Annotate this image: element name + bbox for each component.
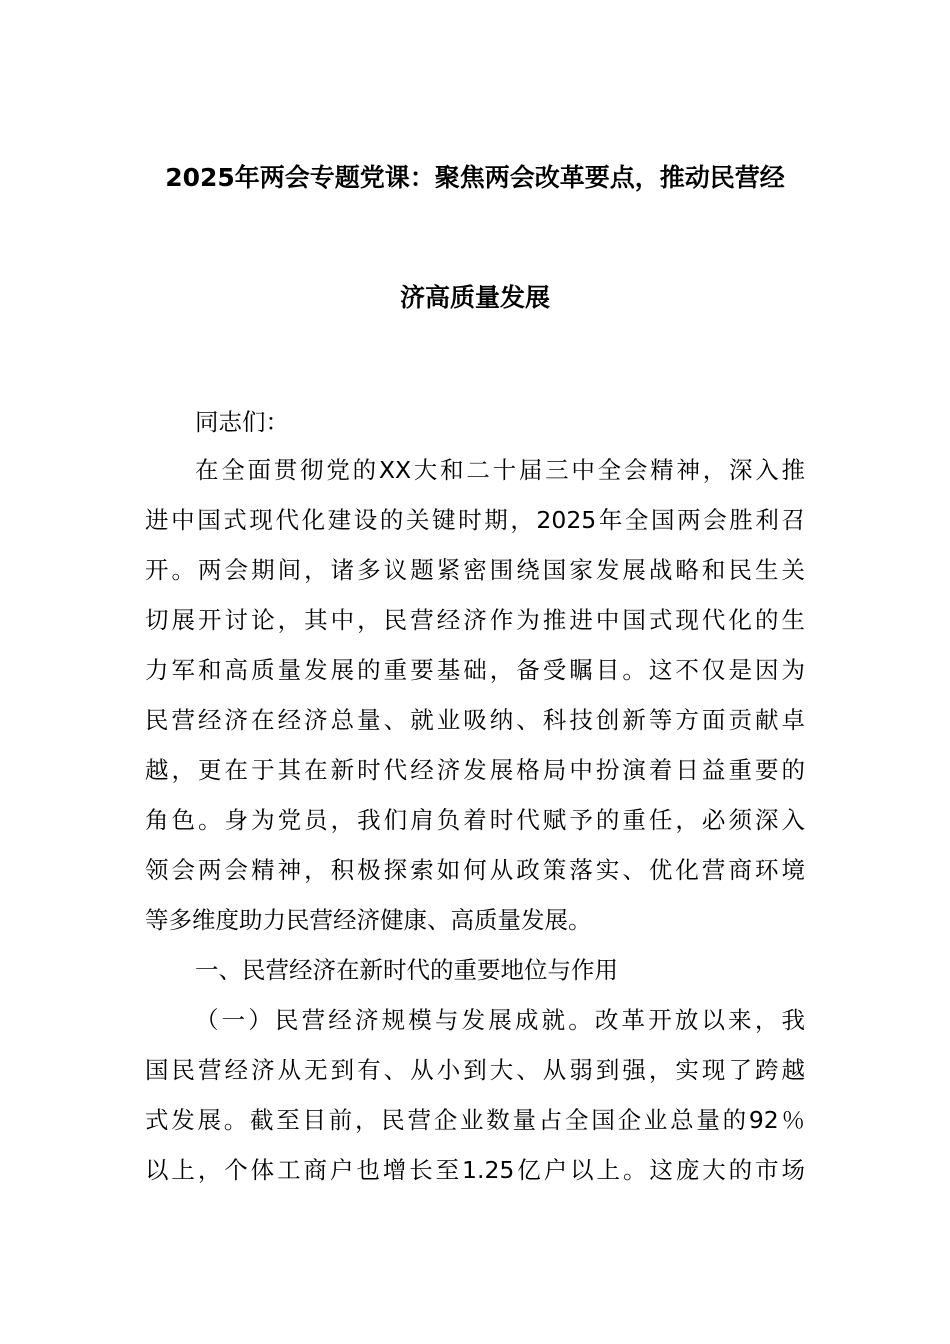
salutation: 同志们： <box>195 408 289 436</box>
paragraph-1-line: 领会两会精神，积极探索如何从政策落实、优化营商环境 <box>145 856 805 884</box>
paragraph-1-line: 等多维度助力民营经济健康、高质量发展。 <box>145 906 592 934</box>
paragraph-1-line: 力军和高质量发展的重要基础，备受瞩目。这不仅是因为 <box>145 656 805 684</box>
paragraph-2-line: 以上，个体工商户也增长至1.25亿户以上。这庞大的市场 <box>145 1156 805 1184</box>
document-title-line-1: 2025年两会专题党课：聚焦两会改革要点，推动民营经 <box>165 163 785 192</box>
paragraph-1-line: 进中国式现代化建设的关键时期，2025年全国两会胜利召 <box>145 506 805 534</box>
paragraph-1-line: 民营经济在经济总量、就业吸纳、科技创新等方面贡献卓 <box>145 706 805 734</box>
paragraph-1-line: 在全面贯彻党的XX大和二十届三中全会精神，深入推 <box>195 456 805 484</box>
section-1-heading: 一、民营经济在新时代的重要地位与作用 <box>195 956 618 984</box>
paragraph-1-line: 角色。身为党员，我们肩负着时代赋予的重任，必须深入 <box>145 806 805 834</box>
paragraph-1-line: 切展开讨论，其中，民营经济作为推进中国式现代化的生 <box>145 606 805 634</box>
paragraph-2-line: （一）民营经济规模与发展成就。改革开放以来，我 <box>195 1006 805 1034</box>
paragraph-1-line: 开。两会期间，诸多议题紧密围绕国家发展战略和民生关 <box>145 556 805 584</box>
paragraph-1-line: 越，更在于其在新时代经济发展格局中扮演着日益重要的 <box>145 756 805 784</box>
paragraph-2-line: 国民营经济从无到有、从小到大、从弱到强，实现了跨越 <box>145 1056 805 1084</box>
paragraph-2-line: 式发展。截至目前，民营企业数量占全国企业总量的92％ <box>145 1106 805 1134</box>
document-title-line-2: 济高质量发展 <box>399 283 550 312</box>
